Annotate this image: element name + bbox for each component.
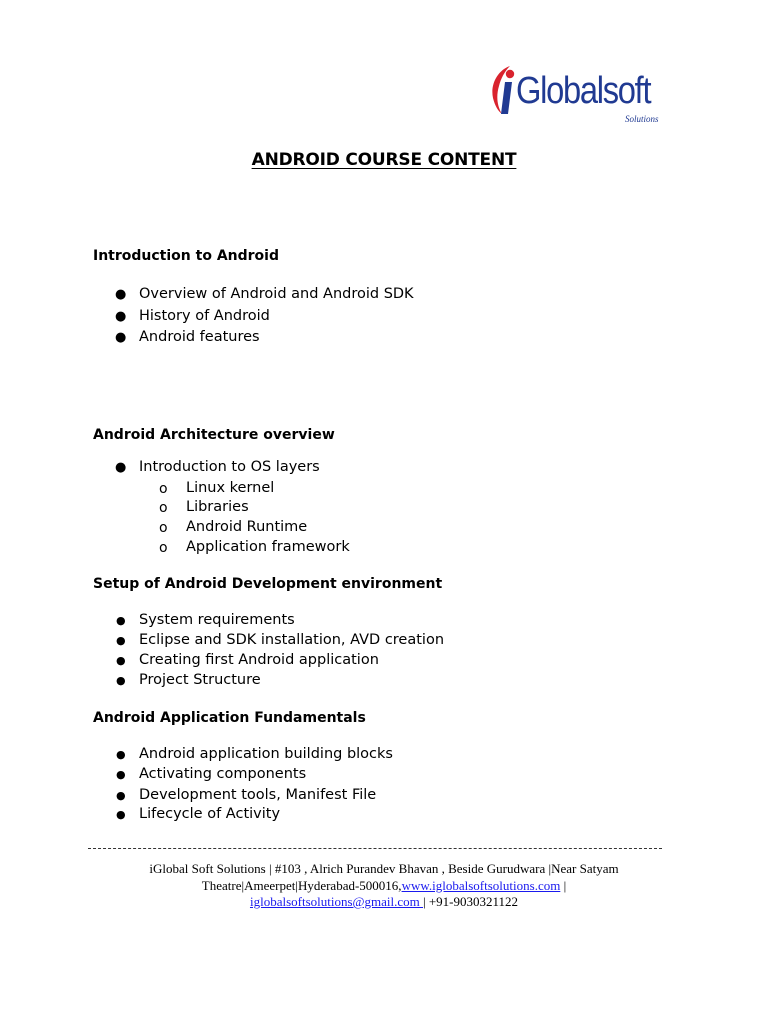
sub-list-item: Application framework: [186, 539, 350, 555]
footer-phone: | +91-9030321122: [423, 894, 519, 909]
bullet-icon: ●: [115, 460, 127, 475]
bullet-icon: ●: [116, 808, 126, 821]
list-item: Project Structure: [139, 672, 261, 688]
list-item: Activating components: [139, 766, 307, 782]
bullet-icon: ●: [116, 748, 126, 761]
email-link[interactable]: iglobalsoftsolutions@gmail.com: [249, 894, 423, 909]
bullet-icon: ●: [116, 634, 126, 647]
footer-address-line-2: [70, 878, 698, 895]
section-heading-setup: Setup of Android Development environment: [93, 576, 443, 592]
company-logo: [488, 60, 663, 130]
footer-divider: [88, 848, 662, 849]
sub-list-item: Linux kernel: [186, 480, 275, 496]
bullet-icon: ●: [115, 330, 127, 345]
list-item: Eclipse and SDK installation, AVD creation: [139, 632, 445, 648]
list-item: Android application building blocks: [139, 746, 393, 762]
list-item: System requirements: [139, 612, 295, 628]
section-heading-fundamentals: Android Application Fundamentals: [93, 710, 366, 726]
sub-bullet-icon: o: [159, 481, 168, 497]
list-item: Android features: [139, 329, 260, 345]
footer-city: Theatre|Ameerpet|Hyderabad-500016,: [201, 877, 402, 893]
bullet-icon: ●: [115, 287, 127, 302]
bullet-icon: ●: [116, 654, 126, 667]
bullet-icon: ●: [116, 614, 126, 627]
logo-tagline: Solutions: [625, 114, 659, 124]
list-item: Overview of Android and Android SDK: [139, 286, 414, 302]
page-title: ANDROID COURSE CONTENT: [251, 150, 517, 170]
sub-bullet-icon: o: [159, 500, 168, 516]
list-item: History of Android: [139, 308, 270, 324]
footer-contact-line: [70, 894, 698, 911]
list-item: Introduction to OS layers: [139, 459, 320, 475]
bullet-icon: ●: [116, 789, 126, 802]
list-item: Development tools, Manifest File: [139, 787, 377, 803]
footer-address-line: iGlobal Soft Solutions | #103 , Alrich Purandev Bhavan , Beside Gurudwara |Near Satyam: [149, 861, 619, 876]
footer: [70, 861, 698, 911]
sub-list-item: Libraries: [186, 499, 249, 515]
footer-separator: |: [560, 877, 567, 893]
sub-bullet-icon: o: [159, 540, 168, 556]
section-heading-introduction: Introduction to Android: [93, 248, 279, 264]
bullet-icon: ●: [116, 768, 126, 781]
list-item: Creating first Android application: [139, 652, 379, 668]
section-heading-architecture: Android Architecture overview: [93, 427, 335, 443]
sub-list-item: Android Runtime: [186, 519, 308, 535]
bullet-icon: ●: [116, 674, 126, 687]
website-link[interactable]: www.iglobalsoftsolutions.com: [401, 877, 561, 893]
sub-bullet-icon: o: [159, 520, 168, 536]
logo-brand-text: Globalsoft: [516, 70, 651, 112]
bullet-icon: ●: [115, 309, 127, 324]
list-item: Lifecycle of Activity: [139, 806, 281, 822]
